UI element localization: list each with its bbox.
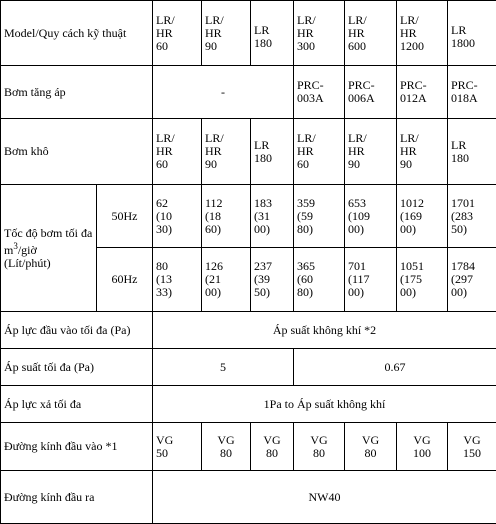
speed-unit-exponent: 3	[13, 241, 18, 251]
speed-60hz-value: 80 (13 33)	[153, 248, 202, 312]
speed-50hz-label: 50Hz	[97, 185, 153, 248]
speed-50hz-value: 112 (18 60)	[202, 185, 251, 248]
speed-60hz-value: 701 (117 00)	[345, 248, 397, 312]
model-lr-180: LR 180	[251, 1, 294, 66]
speed-50hz-value: 359 (59 80)	[294, 185, 345, 248]
speed-label-unit-line	[4, 240, 93, 257]
speed-unit: m	[4, 243, 13, 257]
max-pressure-value-b: 0.67	[294, 349, 496, 386]
inlet-diameter-value: VG 50	[153, 423, 202, 471]
inlet-diameter-value: VG 80	[251, 423, 294, 471]
speed-60hz-value: 1051 (175 00)	[397, 248, 448, 312]
speed-unit-suffix: /giờ	[18, 243, 37, 257]
dry-pump-row	[1, 119, 496, 185]
model-lr-1800: LR 1800	[448, 1, 496, 66]
booster-dash: -	[153, 66, 294, 119]
inlet-diameter-value: VG 80	[294, 423, 345, 471]
outlet-diameter-label: Đường kính đầu ra	[1, 471, 153, 524]
inlet-diameter-value: VG 80	[345, 423, 397, 471]
inlet-diameter-label: Đường kính đầu vào *1	[1, 423, 153, 471]
inlet-diameter-value: VG 150	[448, 423, 496, 471]
dry-pump-value: LR/ HR 60	[294, 119, 345, 185]
speed-label	[1, 185, 97, 312]
model-lr-hr-300: LR/ HR 300	[294, 1, 345, 66]
speed-50hz-value: 183 (31 00)	[251, 185, 294, 248]
speed-60hz-value: 365 (60 80)	[294, 248, 345, 312]
inlet-pressure-row	[1, 312, 496, 349]
speed-label-line1: Tốc độ bơm tối đa	[4, 227, 93, 240]
inlet-diameter-value: VG 80	[202, 423, 251, 471]
inlet-diameter-value: VG 100	[397, 423, 448, 471]
header-label: Model/Quy cách kỹ thuật	[1, 1, 153, 66]
booster-prc-003a: PRC- 003A	[294, 66, 345, 119]
model-lr-hr-1200: LR/ HR 1200	[397, 1, 448, 66]
discharge-pressure-label: Áp lực xả tối đa	[1, 386, 153, 423]
dry-pump-value: LR/ HR 90	[397, 119, 448, 185]
booster-prc-018a: PRC- 018A	[448, 66, 496, 119]
speed-50hz-value: 1012 (169 00)	[397, 185, 448, 248]
dry-pump-value: LR 180	[251, 119, 294, 185]
booster-prc-012a: PRC- 012A	[397, 66, 448, 119]
max-pressure-row	[1, 349, 496, 386]
max-pressure-label: Áp suất tối đa (Pa)	[1, 349, 153, 386]
outlet-diameter-value: NW40	[153, 471, 496, 524]
speed-60hz-label: 60Hz	[97, 248, 153, 312]
booster-prc-006a: PRC- 006A	[345, 66, 397, 119]
speed-60hz-value: 126 (21 00)	[202, 248, 251, 312]
inlet-pressure-label: Áp lực đầu vào tối đa (Pa)	[1, 312, 153, 349]
max-pressure-value-a: 5	[153, 349, 294, 386]
dry-pump-value: LR 180	[448, 119, 496, 185]
speed-50hz-value: 1701 (283 50)	[448, 185, 496, 248]
model-lr-hr-60: LR/ HR 60	[153, 1, 202, 66]
booster-label: Bơm tăng áp	[1, 66, 153, 119]
model-lr-hr-90: LR/ HR 90	[202, 1, 251, 66]
booster-row	[1, 66, 496, 119]
discharge-pressure-row	[1, 386, 496, 423]
discharge-pressure-value: 1Pa to Áp suất không khí	[153, 386, 496, 423]
speed-50hz-row	[1, 185, 496, 248]
dry-pump-value: LR/ HR 90	[202, 119, 251, 185]
outlet-diameter-row	[1, 471, 496, 524]
speed-label-line3: (Lít/phút)	[4, 257, 93, 270]
speed-50hz-value: 62 (10 30)	[153, 185, 202, 248]
model-lr-hr-600: LR/ HR 600	[345, 1, 397, 66]
dry-pump-label: Bơm khô	[1, 119, 153, 185]
inlet-pressure-value: Áp suất không khí *2	[153, 312, 496, 349]
dry-pump-value: LR/ HR 60	[153, 119, 202, 185]
speed-60hz-value: 237 (39 50)	[251, 248, 294, 312]
speed-50hz-value: 653 (109 00)	[345, 185, 397, 248]
speed-60hz-value: 1784 (297 00)	[448, 248, 496, 312]
dry-pump-value: LR/ HR 90	[345, 119, 397, 185]
inlet-diameter-row	[1, 423, 496, 471]
header-row	[1, 1, 496, 66]
